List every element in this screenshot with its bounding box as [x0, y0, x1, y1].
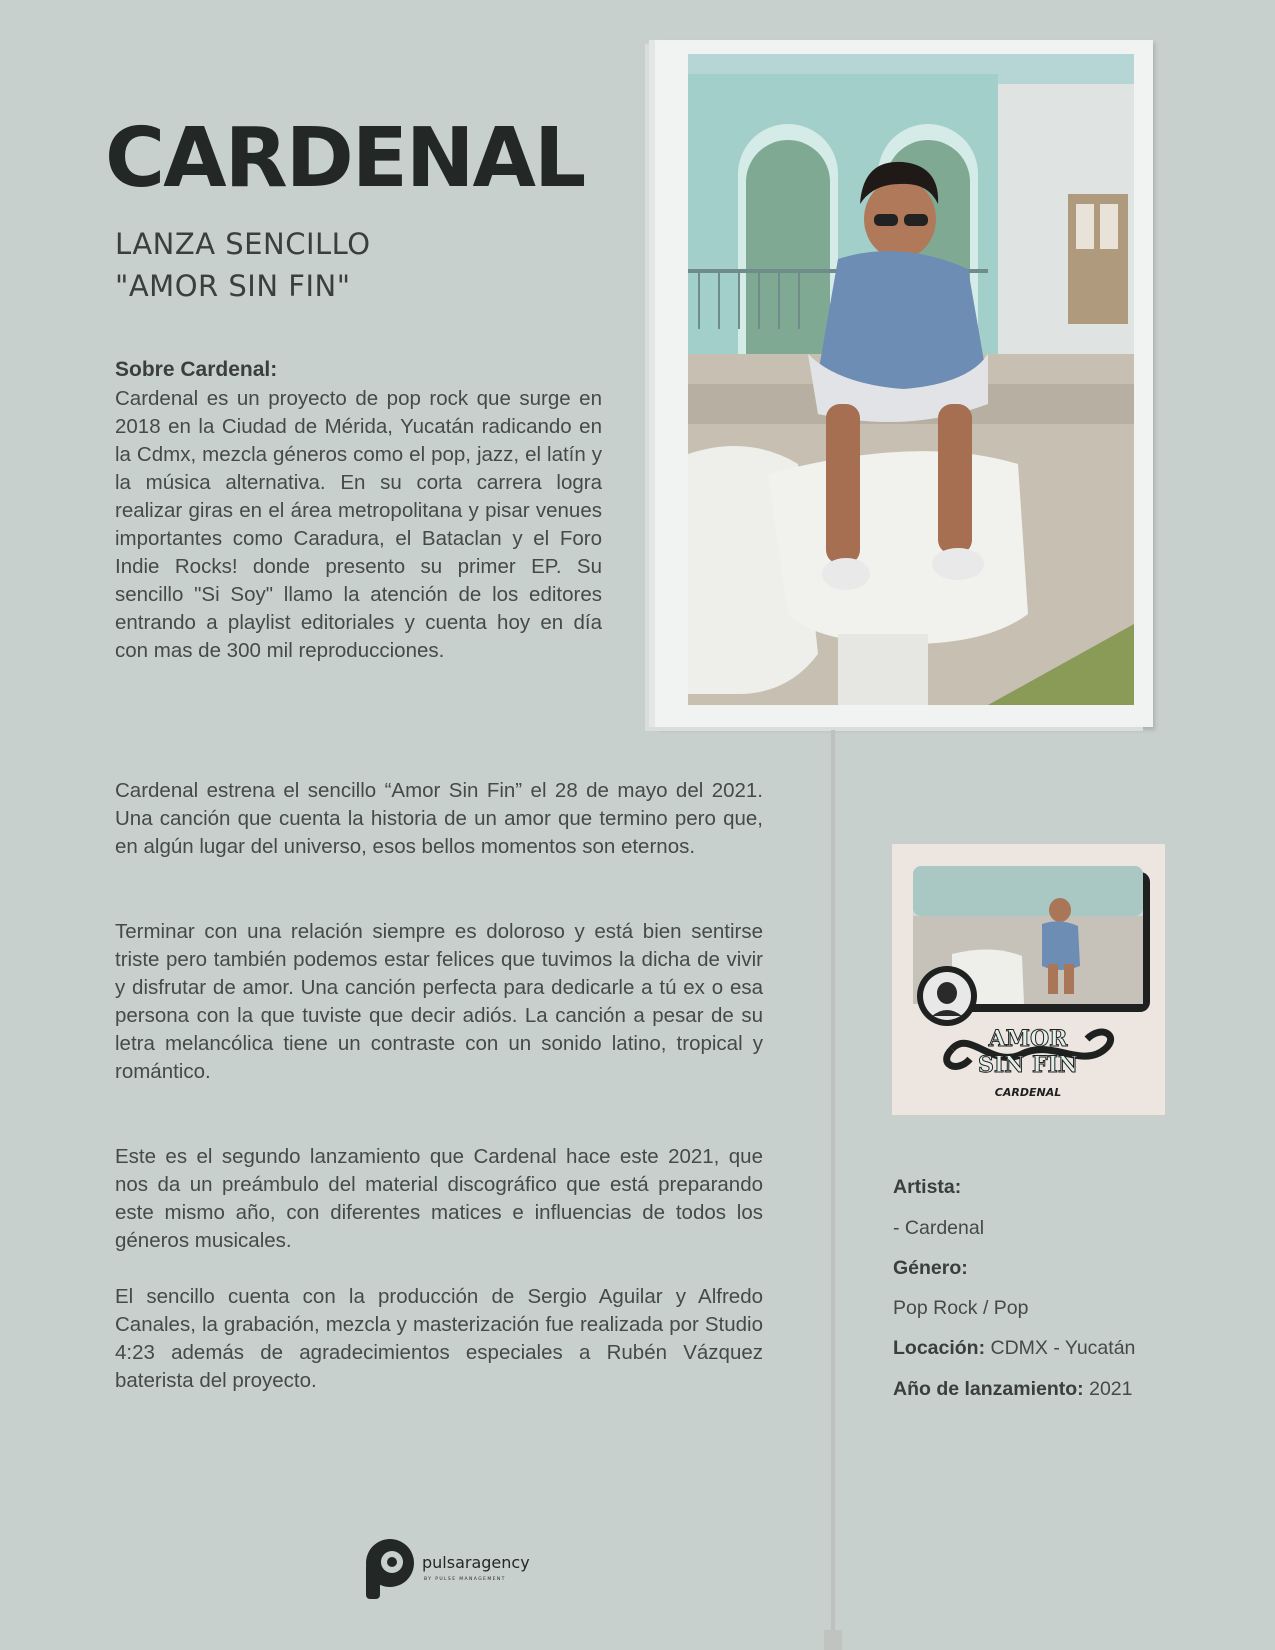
vertical-divider	[831, 730, 835, 1650]
pulsar-logo-icon	[364, 1535, 534, 1601]
album-title-line1: AMOR	[988, 1026, 1068, 1052]
logo-tagline: BY PULSE MANAGEMENT	[424, 1577, 506, 1582]
about-body: Cardenal es un proyecto de pop rock que surge en 2018 en la Ciudad de Mérida, Yucatán radicando en la Cdmx, mezcla géneros como el pop, jazz, el latín y la música alternativa. En su corta carrera logra realizar giras en el área metropolitana y pisar venues importantes como Caradura, el Bataclan y el Foro Indie Rocks! donde presento su primer EP. Su sencillo "Si Soy" llamo la atención de los editores entrando a playlist editoriales y cuenta hoy en día con mas de 300 mil reproducciones.	[115, 387, 602, 662]
location-row: Locación: CDMX - Yucatán	[893, 1337, 1136, 1359]
genre-value: Pop Rock / Pop	[893, 1297, 1029, 1319]
page-title: CARDENAL	[105, 111, 585, 206]
artist-label: Artista:	[893, 1176, 962, 1198]
artist-photo	[688, 54, 1134, 705]
artist-photo-illustration	[688, 54, 1134, 705]
logo-wordmark: pulsaragency	[422, 1553, 530, 1572]
album-cover-art	[892, 844, 1165, 1115]
paragraph-song: Terminar con una relación siempre es doloroso y está bien sentirse triste pero también podemos estar felices que tuvimos la dicha de vivir y disfrutar de amor. Una canción perfecta para dedicarle a tú ex o esa persona con la que tuviste que decir adiós. La canción a pesar de su letra melancólica tiene un contraste con un sonido latino, tropical y romántico.	[115, 920, 763, 1083]
paragraph-second-release: Este es el segundo lanzamiento que Cardenal hace este 2021, que nos da un preámbulo del material discográfico que está preparando este mismo año, con diferentes matices e influencias de todos los géneros musicales.	[115, 1145, 763, 1252]
genre-label: Género:	[893, 1257, 968, 1279]
subtitle-line2: "AMOR SIN FIN"	[115, 269, 351, 303]
about-heading: Sobre Cardenal:	[115, 358, 278, 381]
artist-value: - Cardenal	[893, 1217, 985, 1239]
paragraph-release: Cardenal estrena el sencillo “Amor Sin Fin” el 28 de mayo del 2021. Una canción que cuenta la historia de un amor que termino pero que, en algún lugar del universo, esos bellos momentos son eternos.	[115, 779, 763, 858]
pulsaragency-logo	[364, 1535, 534, 1601]
album-title-line2: SIN FIN	[978, 1052, 1078, 1078]
album-cover	[892, 844, 1165, 1115]
album-artist: CARDENAL	[994, 1086, 1062, 1099]
paragraph-credits: El sencillo cuenta con la producción de Sergio Aguilar y Alfredo Canales, la grabación, mezcla y masterización fue realizada por Studio 4:23 además de agradecimientos especiales a Rubén Vázquez baterista del proyecto.	[115, 1285, 763, 1392]
divider-end	[824, 1630, 842, 1650]
year-row: Año de lanzamiento: 2021	[893, 1378, 1133, 1400]
subtitle-line1: LANZA SENCILLO	[115, 227, 371, 261]
